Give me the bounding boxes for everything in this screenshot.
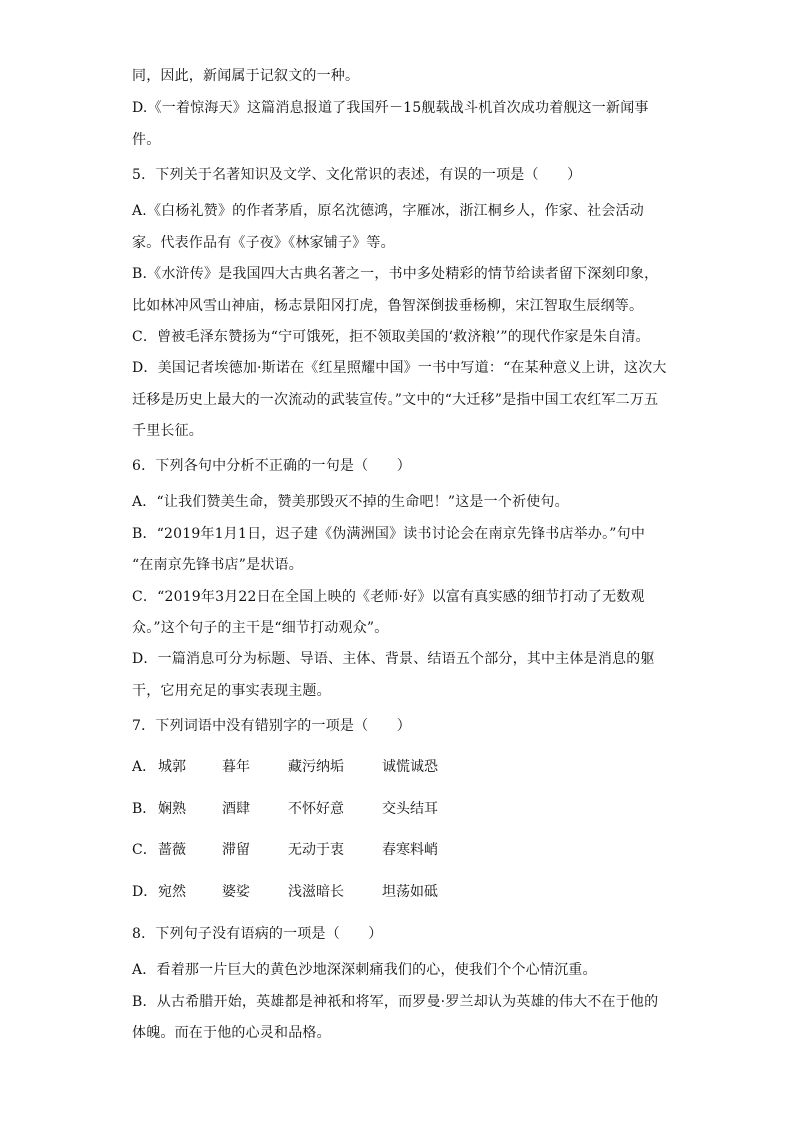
q6-line: D．一篇消息可分为标题、导语、主体、背景、结语五个部分，其中主体是消息的躯 xyxy=(132,651,655,667)
option-word: 不怀好意 xyxy=(288,801,344,817)
q5-line: 千里长征。 xyxy=(132,423,203,439)
q5-line: B.《水浒传》是我国四大古典名著之一，书中多处精彩的情节给读者留下深刻印象， xyxy=(132,266,659,282)
q4-tail-line: 件。 xyxy=(132,132,161,148)
option-word: 蔷薇 xyxy=(158,842,186,858)
option-word: 诚慌诚恐 xyxy=(382,759,438,775)
option-word: 春寒料峭 xyxy=(382,842,438,858)
q5-line: A.《白杨礼赞》的作者茅盾，原名沈德鸿，字雁冰，浙江桐乡人，作家、社会活动 xyxy=(132,203,644,219)
option-label: C． xyxy=(132,842,157,858)
q6-line: A．“让我们赞美生命，赞美那毁灭不掉的生命吧！”这是一个祈使句。 xyxy=(132,494,569,510)
q4-tail-line: D.《一着惊海天》这篇消息报道了我国歼－15舰载战斗机首次成功着舰这一新闻事 xyxy=(132,100,649,116)
q5-line: 家。代表作品有《子夜》《林家铺子》等。 xyxy=(132,235,395,251)
question-5-stem: 5．下列关于名著知识及文学、文化常识的表述，有误的一项是（ ） xyxy=(132,167,582,183)
option-word: 坦荡如砥 xyxy=(382,884,438,900)
option-word: 交头结耳 xyxy=(382,801,438,817)
option-word: 酒肆 xyxy=(222,801,250,817)
option-word: 婆娑 xyxy=(222,884,250,900)
option-word: 娴熟 xyxy=(158,801,186,817)
q5-line: D．美国记者埃德加·斯诺在《红星照耀中国》一书中写道：“在某种意义上讲，这次大 xyxy=(132,360,667,376)
option-word: 宛然 xyxy=(158,884,186,900)
option-word: 浅滋暗长 xyxy=(288,884,344,900)
q5-line: 迁移是历史上最大的一次流动的武装宣传。”文中的“大迁移”是指中国工农红军二万五 xyxy=(132,392,659,408)
q6-line: “在南京先锋书店”是状语。 xyxy=(132,557,303,573)
option-label: B． xyxy=(132,801,157,817)
option-word: 无动于衷 xyxy=(288,842,344,858)
question-6-stem: 6．下列各句中分析不正确的一句是（ ） xyxy=(132,458,411,474)
option-word: 暮年 xyxy=(222,759,250,775)
option-word: 藏污纳垢 xyxy=(288,759,344,775)
q6-line: 众。”这个句子的主干是“细节打动观众”。 xyxy=(132,620,389,636)
option-word: 滞留 xyxy=(222,842,250,858)
q6-line: 干，它用充足的事实表现主题。 xyxy=(132,683,331,699)
question-7-stem: 7．下列词语中没有错别字的一项是（ ） xyxy=(132,718,411,734)
q5-line: 比如林冲风雪山神庙，杨志景阳冈打虎，鲁智深倒拔垂杨柳，宋江智取生辰纲等。 xyxy=(132,298,644,314)
q8-line: 体魄。而在于他的心灵和品格。 xyxy=(132,1025,331,1041)
q8-line: A．看着那一片巨大的黄色沙地深深刺痛我们的心，使我们个个心情沉重。 xyxy=(132,962,597,978)
q6-line: C．“2019年3月22日在全国上映的《老师·好》以富有真实感的细节打动了无数观 xyxy=(132,589,645,605)
option-word: 城郭 xyxy=(158,759,186,775)
q4-tail-line: 同，因此，新闻属于记叙文的一种。 xyxy=(132,68,360,84)
q6-line: B．“2019年1月1日，迟子建《伪满洲国》读书讨论会在南京先锋书店举办。”句中 xyxy=(132,526,646,542)
option-label: A． xyxy=(132,759,157,775)
option-label: D． xyxy=(132,884,158,900)
q5-line: C．曾被毛泽东赞扬为“宁可饿死，拒不领取美国的‘救济粮’”的现代作家是朱自清。 xyxy=(132,329,650,345)
question-8-stem: 8．下列句子没有语病的一项是（ ） xyxy=(132,926,383,942)
q8-line: B．从古希腊开始，英雄都是神祇和将军，而罗曼·罗兰却认为英雄的伟大不在于他的 xyxy=(132,994,659,1010)
